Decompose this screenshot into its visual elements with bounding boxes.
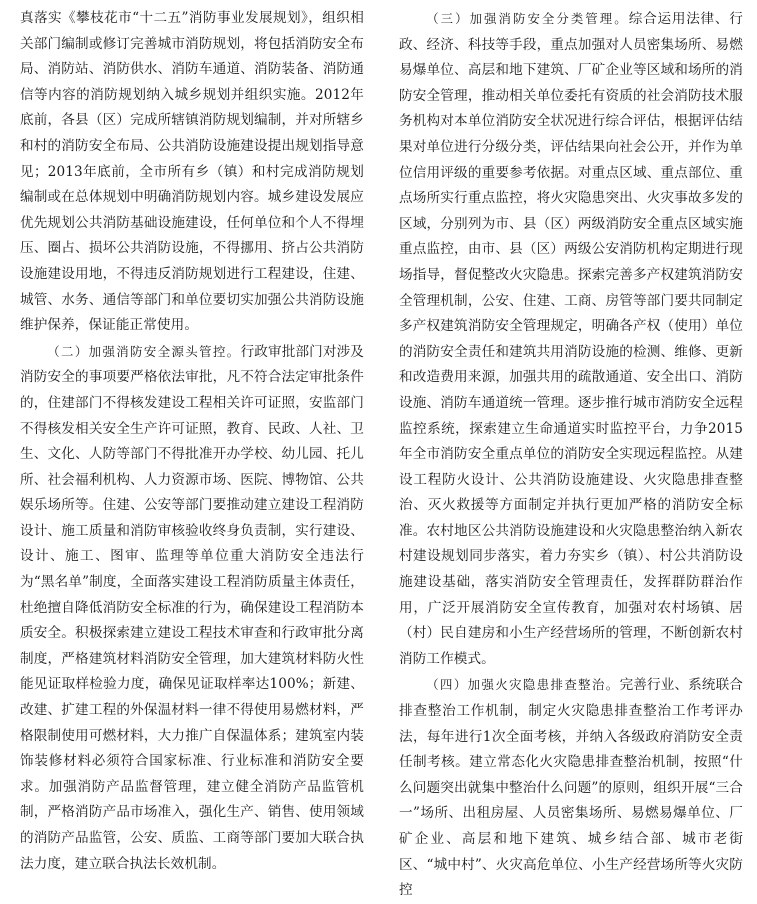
paragraph-hazard-inspection xyxy=(399,672,743,903)
paragraph-planning-continued: 真落实《攀枝花市“十二五”消防事业发展规划》，组织相关部门编制或修订完善城市消防规划，将包括消防安全布局、消防站、消防供水、消防车通道、消防装备、消防通信等内容的消防规划纳入城乡规划并组织实施。2012年底前，各县（区）完成所辖镇消防规划编制，并对所辖乡和村的消防安全布局、公共消防设施建设提出规划指导意见；2013年底前，全市所有乡（镇）和村完成消防规划编制或在总体规划中明确消防规划内容。城乡建设发展应优先规划公共消防基础设施建设，任何单位和个人不得埋压、圈占、损坏公共消防设施，不得挪用、挤占公共消防设施建设用地，不得违反消防规划进行工程建设，住建、城管、水务、通信等部门和单位要切实加强公共消防设施维护保养，保证能正常使用。 xyxy=(20,10,364,334)
section-body-hazard-inspection: 完善行业、系统联合排查整治工作机制，制定火灾隐患排查整治工作考评办法，每年进行1次全面考核，并纳入各级政府消防安全责任制考核。建立常态化火灾隐患排查整治机制，按照“什么问题突出就集中整治什么问题”的原则，组织开展“三合一”场所、出租房屋、人员密集场所、易燃易爆单位、厂矿企业、高层和地下建筑、城乡结合部、城市老街区、“城中村”、火灾高危单位、小生产经营场所等火灾防控 xyxy=(399,677,743,899)
section-body-source-control: 行政审批部门对涉及消防安全的事项要严格依法审批，凡不符合法定审批条件的，住建部门不得核发建设工程相关许可证照，安监部门不得核发相关安全生产许可证照，教育、民政、人社、卫生、文化、人防等部门不得批准开办学校、幼儿园、托儿所、社会福利机构、人力资源市场、医院、博物馆、公共娱乐场所等。住建、公安等部门要推动建立建设工程消防设计、施工质量和消防审核验收终身负责制，实行建设、设计、施工、图审、监理等单位重大消防安全违法行为“黑名单”制度，全面落实建设工程消防质量主体责任，杜绝擅自降低消防安全标准的行为，确保建设工程消防本质安全。积极探索建立建设工程技术审查和行政审批分离制度，严格建筑材料消防安全管理，加大建筑材料防火性能见证取样检验力度，确保见证取样率达100%；新建、改建、扩建工程的外保温材料一律不得使用易燃材料，严格限制使用可燃材料，大力推广自保温体系；建筑室内装饰装修材料必须符合国家标准、行业标准和消防安全要求。加强消防产品监督管理，建立健全消防产品监管机制，严格消防产品市场准入，强化生产、销售、使用领域的消防产品监管，公安、质监、工商等部门要加大联合执法力度，建立联合执法长效机制。 xyxy=(20,343,364,872)
left-column xyxy=(20,6,364,874)
section-heading-classification: （三）加强消防安全分类管理。 xyxy=(426,11,629,26)
paragraph-classification xyxy=(399,6,743,672)
right-column xyxy=(399,6,743,899)
section-heading-hazard-inspection: （四）加强火灾隐患排查整治。 xyxy=(426,677,620,693)
section-heading-source-control: （二）加强消防安全源头管控。 xyxy=(47,343,241,359)
paragraph-source-control xyxy=(20,339,364,877)
section-body-classification: 综合运用法律、行政、经济、科技等手段，重点加强对人员密集场所、易燃易爆单位、高层和地下建筑、厂矿企业等区域和场所的消防安全管理，推动相关单位委托有资质的社会消防技术服务机构对本单位消防安全状况进行综合评估，根据评估结果对单位进行分级分类，评估结果向社会公开，并作为单位信用评级的重要参考依据。对重点区域、重点部位、重点场所实行重点监控，将火灾隐患突出、火灾事故多发的区域，分别列为市、县（区）两级消防安全重点区域实施重点监控，由市、县（区）两级公安消防机构定期进行现场指导，督促整改火灾隐患。探索完善多产权建筑消防安全管理机制，公安、住建、工商、房管等部门要共同制定多产权建筑消防安全管理规定，明确各产权（使用）单位的消防安全责任和建筑共用消防设施的检测、维修、更新和改造费用来源，加强共用的疏散通道、安全出口、消防设施、消防车通道统一管理。逐步推行城市消防安全远程监控系统，探索建立生命通道实时监控平台，力争2015年全市消防安全重点单位的消防安全实现远程监控。从建设工程防火设计、公共消防设施建设、火灾隐患排查整治、灭火救援等方面制定并执行更加严格的消防安全标准。农村地区公共消防设施建设和火灾隐患整治纳入新农村建设规划同步落实，着力夯实乡（镇）、村公共消防设施建设基础，落实消防安全管理责任，发挥群防群治作用，广泛开展消防安全宣传教育，加强对农村场镇、居（村）民自建房和小生产经营场所的管理，不断创新农村消防工作模式。 xyxy=(399,11,743,667)
